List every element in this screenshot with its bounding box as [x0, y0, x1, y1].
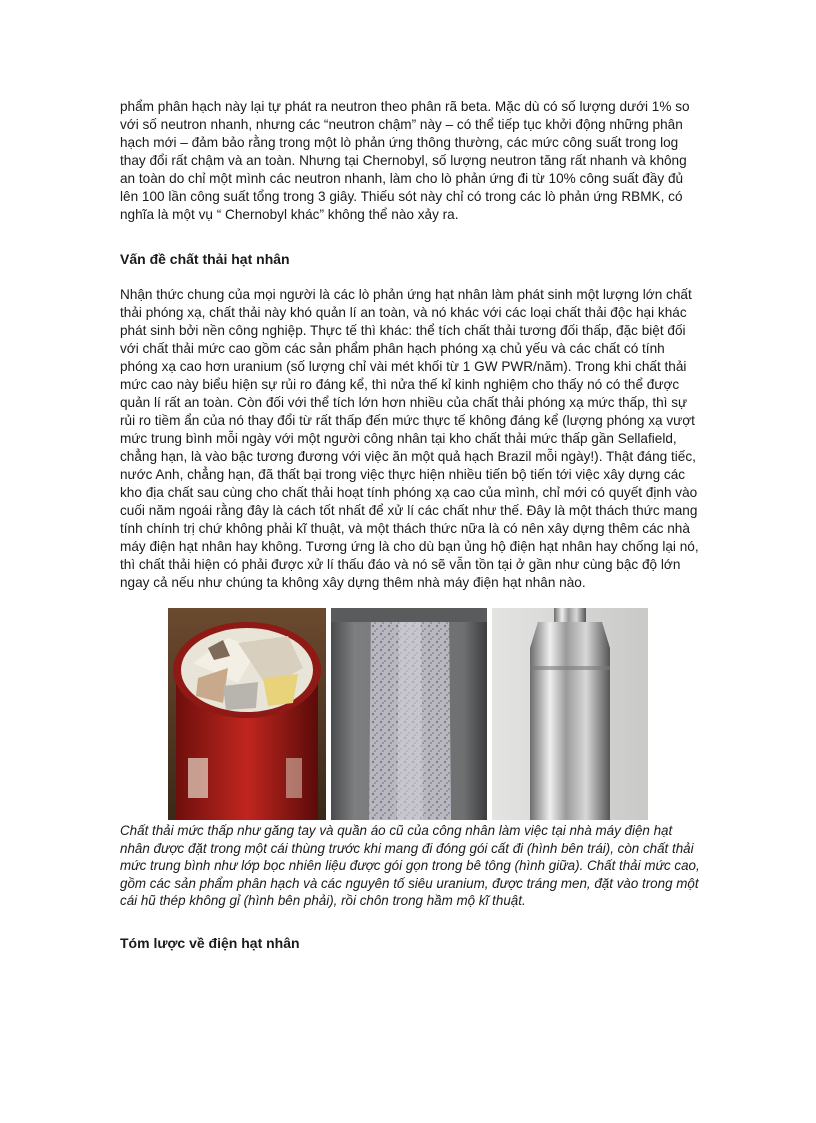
waste-photo-figure [168, 608, 648, 820]
document-body [120, 98, 700, 952]
heading-nuclear-summary: Tóm lược về điện hạt nhân [120, 934, 300, 951]
photo-high-level-waste-canister [492, 608, 648, 820]
paragraph-chernobyl: phẩm phân hạch này lại tự phát ra neutron theo phân rã beta. Mặc dù có số lượng dưới 1% so với số neutron nhanh, nhưng các “neutron chậm” này – có thể tiếp tục khởi động những phân hạch mới – đảm bảo rằng trong một lò phản ứng thông thường, các mức công suất trong log thay đổi rất chậm và an toàn. Nhưng tại Chernobyl, số lượng neutron tăng rất nhanh và không an toàn do chỉ một mình các neutron nhanh, làm cho lò phản ứng đi từ 10% công suất đầy đủ lên 100 lần công suất tổng trong 3 giây. Thiếu sót này chỉ có trong các lò phản ứng RBMK, có nghĩa là một vụ “ Chernobyl khác” không thể nào xảy ra. [120, 99, 690, 222]
photo-intermediate-waste-concrete [331, 608, 487, 820]
heading-nuclear-waste: Vấn đề chất thải hạt nhân [120, 251, 290, 267]
photo-low-level-waste-drum [168, 608, 326, 820]
paragraph-nuclear-waste: Nhận thức chung của mọi người là các lò phản ứng hạt nhân làm phát sinh một lượng lớn chất thải phóng xạ, chất thải này khó quản lí an toàn, và nó khác với các loại chất thải độc hại khác phát sinh bởi nền công nghiệp. Thực tế thì khác: thể tích chất thải tương đối thấp, đặc biệt đối với chất thải mức cao gồm các sản phẩm phân hạch phóng xạ chủ yếu và các chất có tính phóng xạ cao hơn uranium (số lượng chỉ vài mét khối từ 1 GW PWR/năm). Trong khi chất thải mức cao này biểu hiện sự rủi ro đáng kể, thì nửa thế kỉ kinh nghiệm cho thấy nó có thể được quản lí rất an toàn. Còn đối với thể tích lớn hơn nhiều của chất thải phóng xạ mức thấp, thì sự rủi ro tiềm ẩn của nó thay đổi từ rất thấp đến mức thực tế không đáng kể (lượng phóng xạ vượt mức trung bình mỗi ngày với một người công nhân tại kho chất thải mức thấp gần Sellafield, chẳng hạn, là vào bậc tương đương với việc ăn một quả hạch Brazil mỗi ngày!). Thật đáng tiếc, nước Anh, chẳng hạn, đã thất bại trong việc thực hiện nhiều tiến bộ tiến tới việc xây dựng các kho địa chất sau cùng cho chất thải hoạt tính phóng xạ cao của mình, chỉ mới có quyết định vào cuối năm ngoái rằng đây là cách tốt nhất để xử lí các chất như thế. Đây là một thách thức mang tính chính trị chứ không phải kĩ thuật, và một thách thức nữa là có nên xây dựng thêm các nhà máy điện hạt nhân hay không. Tương ứng là cho dù bạn ủng hộ điện hạt nhân hay chống lại nó, thì chất thải hiện có phải được xử lí thấu đáo và nó sẽ vẫn tồn tại ở gần như cùng bậc độ lớn ngay cả nếu như chúng ta không xây dựng thêm nhà máy điện hạt nhân nào. [120, 287, 699, 590]
figure-caption: Chất thải mức thấp như găng tay và quần áo cũ của công nhân làm việc tại nhà máy điện hạt nhân được đặt trong một cái thùng trước khi mang đi đóng gói cất đi (hình bên trái), còn chất thải mức trung bình như lớp bọc nhiên liệu được gói gọn trong bê tông (hình giữa). Chất thải mức cao, gồm các sản phẩm phân hạch và các nguyên tố siêu uranium, được tráng men, đặt vào trong một cái hũ thép không gỉ (hình bên phải), rồi chôn trong hầm mộ kĩ thuật. [120, 823, 700, 908]
